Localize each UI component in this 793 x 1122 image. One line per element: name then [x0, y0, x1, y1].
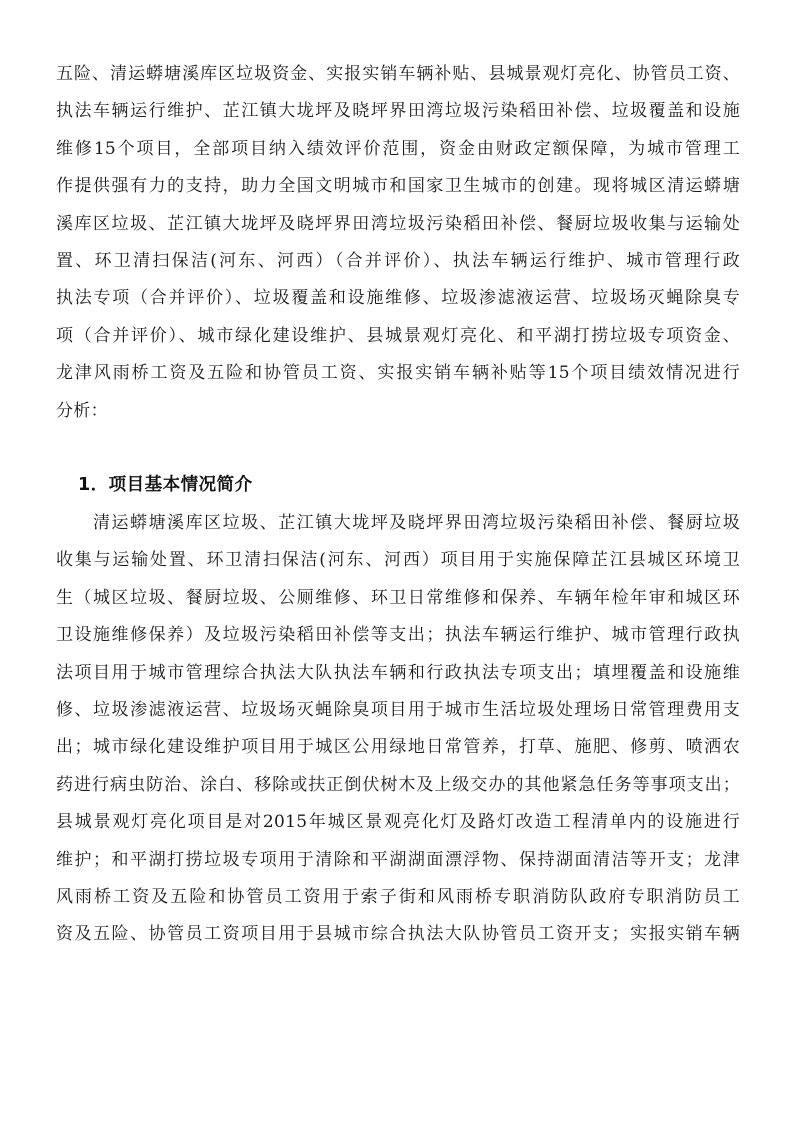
paragraph-1-line: 置、环卫清扫保洁(河东、河西）（合并评价）、执法车辆运行维护、城市管理行政 — [56, 250, 740, 271]
paragraph-2-line: 卫设施维修保养）及垃圾污染稻田补偿等支出；执法车辆运行维护、城市管理行政执 — [56, 625, 740, 646]
paragraph-1 — [56, 56, 740, 430]
paragraph-2-line: 清运蟒塘溪库区垃圾、芷江镇大垅坪及晓坪界田湾垃圾污染稻田补偿、餐厨垃圾 — [56, 513, 740, 533]
paragraph-1-line: 溪库区垃圾、芷江镇大垅坪及晓坪界田湾垃圾污染稻田补偿、餐厨垃圾收集与运输处 — [56, 213, 740, 234]
paragraph-2-line: 资及五险、协管员工资项目用于县城市综合执法大队协管员工资开支；实报实销车辆 — [56, 924, 740, 945]
paragraph-1-line: 龙津风雨桥工资及五险和协管员工资、实报实销车辆补贴等15个项目绩效情况进行 — [56, 363, 740, 384]
paragraph-2-line: 收集与运输处置、环卫清扫保洁(河东、河西）项目用于实施保障芷江县城区环境卫 — [56, 550, 740, 571]
section-heading: 1．项目基本情况简介 — [78, 475, 253, 495]
paragraph-2-line: 出；城市绿化建设维护项目用于城区公用绿地日常管养，打草、施肥、修剪、喷洒农 — [56, 737, 740, 758]
paragraph-2-line: 法项目用于城市管理综合执法大队执法车辆和行政执法专项支出；填埋覆盖和设施维 — [56, 662, 740, 683]
paragraph-1-line: 执法车辆运行维护、芷江镇大垅坪及晓坪界田湾垃圾污染稻田补偿、垃圾覆盖和设施 — [56, 101, 740, 122]
paragraph-1-line: 作提供强有力的支持，助力全国文明城市和国家卫生城市的创建。现将城区清运蟒塘 — [56, 176, 740, 197]
paragraph-2-line: 生（城区垃圾、餐厨垃圾、公厕维修、环卫日常维修和保养、车辆年检年审和城区环 — [56, 587, 740, 608]
paragraph-1-line: 维修15个项目，全部项目纳入绩效评价范围，资金由财政定额保障，为城市管理工 — [56, 138, 740, 159]
paragraph-2-line: 修、垃圾渗滤液运营、垃圾场灭蝇除臭项目用于城市生活垃圾处理场日常管理费用支 — [56, 699, 740, 720]
paragraph-1-line: 五险、清运蟒塘溪库区垃圾资金、实报实销车辆补贴、县城景观灯亮化、协管员工资、 — [56, 64, 740, 84]
paragraph-2-line: 风雨桥工资及五险和协管员工资用于索子街和风雨桥专职消防队政府专职消防员工 — [56, 886, 740, 907]
paragraph-2-line: 维护；和平湖打捞垃圾专项用于清除和平湖湖面漂浮物、保持湖面清洁等开支；龙津 — [56, 849, 740, 870]
paragraph-1-line: 分析： — [56, 400, 108, 421]
paragraph-1-line: 项（合并评价）、城市绿化建设维护、县城景观灯亮化、和平湖打捞垃圾专项资金、 — [56, 325, 740, 346]
paragraph-2 — [56, 505, 740, 954]
paragraph-2-line: 县城景观灯亮化项目是对2015年城区景观亮化灯及路灯改造工程清单内的设施进行 — [56, 812, 740, 833]
paragraph-2-line: 药进行病虫防治、涂白、移除或扶正倒伏树木及上级交办的其他紧急任务等事项支出； — [56, 774, 740, 795]
paragraph-1-line: 执法专项（合并评价）、垃圾覆盖和设施维修、垃圾渗滤液运营、垃圾场灭蝇除臭专 — [56, 288, 740, 309]
